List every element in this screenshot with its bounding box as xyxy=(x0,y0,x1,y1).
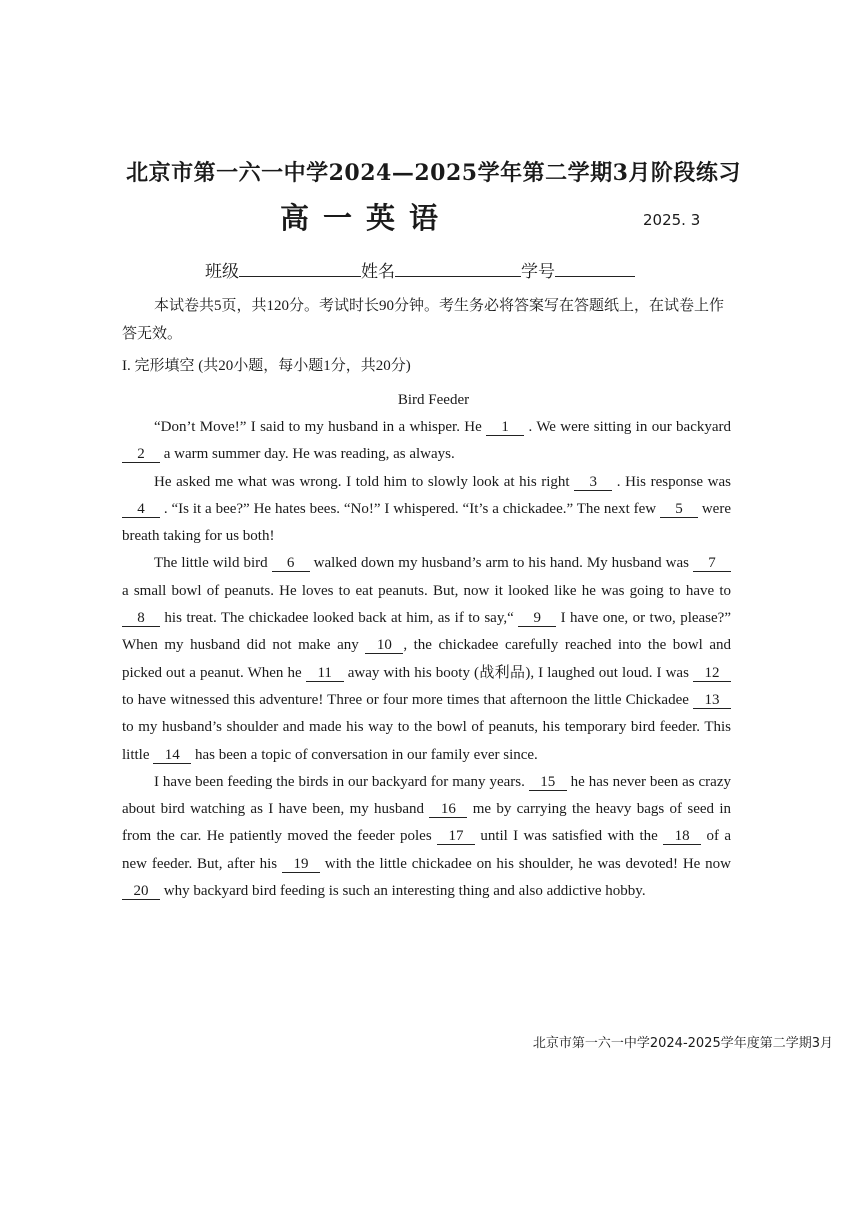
passage-text: has been a topic of conversation in our family ever since. xyxy=(191,746,538,763)
passage-text: . We were sitting in our backyard xyxy=(524,419,732,435)
passage-paragraph xyxy=(122,550,731,768)
answer-blank: 11 xyxy=(306,665,344,682)
class-label: 班级 xyxy=(205,262,239,281)
passage-paragraph xyxy=(122,769,731,905)
section-heading: I. 完形填空 (共20小题，每小题1分，共20分) xyxy=(122,358,411,374)
answer-blank: 17 xyxy=(437,828,475,845)
passage-text: away with his booty (战利品), I laughed out loud. I was xyxy=(343,664,693,681)
answer-blank: 8 xyxy=(122,610,160,627)
school-title: 北京市第一六一中学2024—2025学年第二学期3月阶段练习 xyxy=(126,160,741,186)
passage-text: he has never been as crazy about bird watching as I have been, my husband xyxy=(122,773,731,818)
answer-blank: 3 xyxy=(574,474,612,491)
answer-blank: 14 xyxy=(153,747,191,764)
passage-text: of a new feeder. But, after his xyxy=(122,828,731,872)
answer-blank: 5 xyxy=(660,501,698,518)
id-blank xyxy=(555,260,635,277)
passage-text: were breath taking for us both! xyxy=(122,500,731,545)
passage-title: Bird Feeder xyxy=(397,392,470,408)
passage-text: . “Is it a bee?” He hates bees. “No!” I whispered. “It’s a chickadee.” The next few xyxy=(160,500,660,517)
student-info-row xyxy=(205,257,635,282)
subject-title: 高一英语 xyxy=(280,201,453,235)
answer-blank: 6 xyxy=(272,555,310,572)
passage-paragraph xyxy=(122,469,731,551)
passage-text: walked down my husband’s arm to his hand. My husband was xyxy=(309,555,693,572)
answer-blank: 20 xyxy=(122,883,160,900)
passage-text: his treat. The chickadee looked back at him, as if to say,“ xyxy=(160,610,519,627)
answer-blank: 12 xyxy=(693,665,731,682)
answer-blank: 15 xyxy=(529,774,567,791)
answer-blank: 4 xyxy=(122,501,160,518)
answer-blank: 13 xyxy=(693,692,731,709)
answer-blank: 1 xyxy=(486,419,524,436)
passage-text: I have one, or two, please?” When my husband did not make any xyxy=(122,610,731,654)
passage-text: a warm summer day. He was reading, as always. xyxy=(160,446,455,463)
answer-blank: 2 xyxy=(122,446,160,463)
passage-body xyxy=(122,414,731,905)
passage-text: a small bowl of peanuts. He loves to eat peanuts. But, now it looked like he was going to have to xyxy=(122,582,731,599)
passage-text: “Don’t Move!” I said to my husband in a whisper. He xyxy=(154,419,487,435)
passage-text: until I was satisfied with the xyxy=(475,828,664,845)
class-blank xyxy=(239,260,361,277)
passage-text: , the chickadee carefully reached into the bowl and picked out a peanut. When he xyxy=(122,637,731,681)
passage-text: with the little chickadee on his shoulder, he was devoted! He now xyxy=(319,855,731,872)
exam-date: 2025. 3 xyxy=(643,211,701,229)
answer-blank: 9 xyxy=(518,610,556,627)
answer-blank: 7 xyxy=(693,555,731,572)
answer-blank: 10 xyxy=(365,637,403,654)
passage-paragraph xyxy=(122,414,731,469)
page-footer: 北京市第一六一中学2024-2025学年度第二学期3月 xyxy=(532,1036,833,1051)
answer-blank: 18 xyxy=(663,828,701,845)
name-blank xyxy=(395,260,521,277)
passage-text: to have witnessed this adventure! Three or four more times that afternoon the little Chickadee xyxy=(122,691,693,708)
answer-blank: 19 xyxy=(282,856,320,873)
passage-text: The little wild bird xyxy=(154,555,272,572)
passage-text: why backyard bird feeding is such an interesting thing and also addictive hobby. xyxy=(160,883,646,900)
passage-text: me by carrying the heavy bags of seed in from the car. He patiently moved the feeder poles xyxy=(122,801,731,845)
passage-text: I have been feeding the birds in our backyard for many years. xyxy=(154,773,529,790)
passage-text: to my husband’s shoulder and made his way to the bowl of peanuts, his temporary bird feeder. This little xyxy=(122,719,731,763)
answer-blank: 16 xyxy=(429,801,467,818)
passage-text: . His response was xyxy=(612,473,732,490)
name-label: 姓名 xyxy=(361,262,395,281)
passage-text: He asked me what was wrong. I told him to slowly look at his right xyxy=(154,473,575,490)
exam-notice: 本试卷共5页，共120分。考试时长90分钟。考生务必将答案写在答题纸上，在试卷上作答无效。 xyxy=(122,298,725,342)
id-label: 学号 xyxy=(521,262,555,281)
